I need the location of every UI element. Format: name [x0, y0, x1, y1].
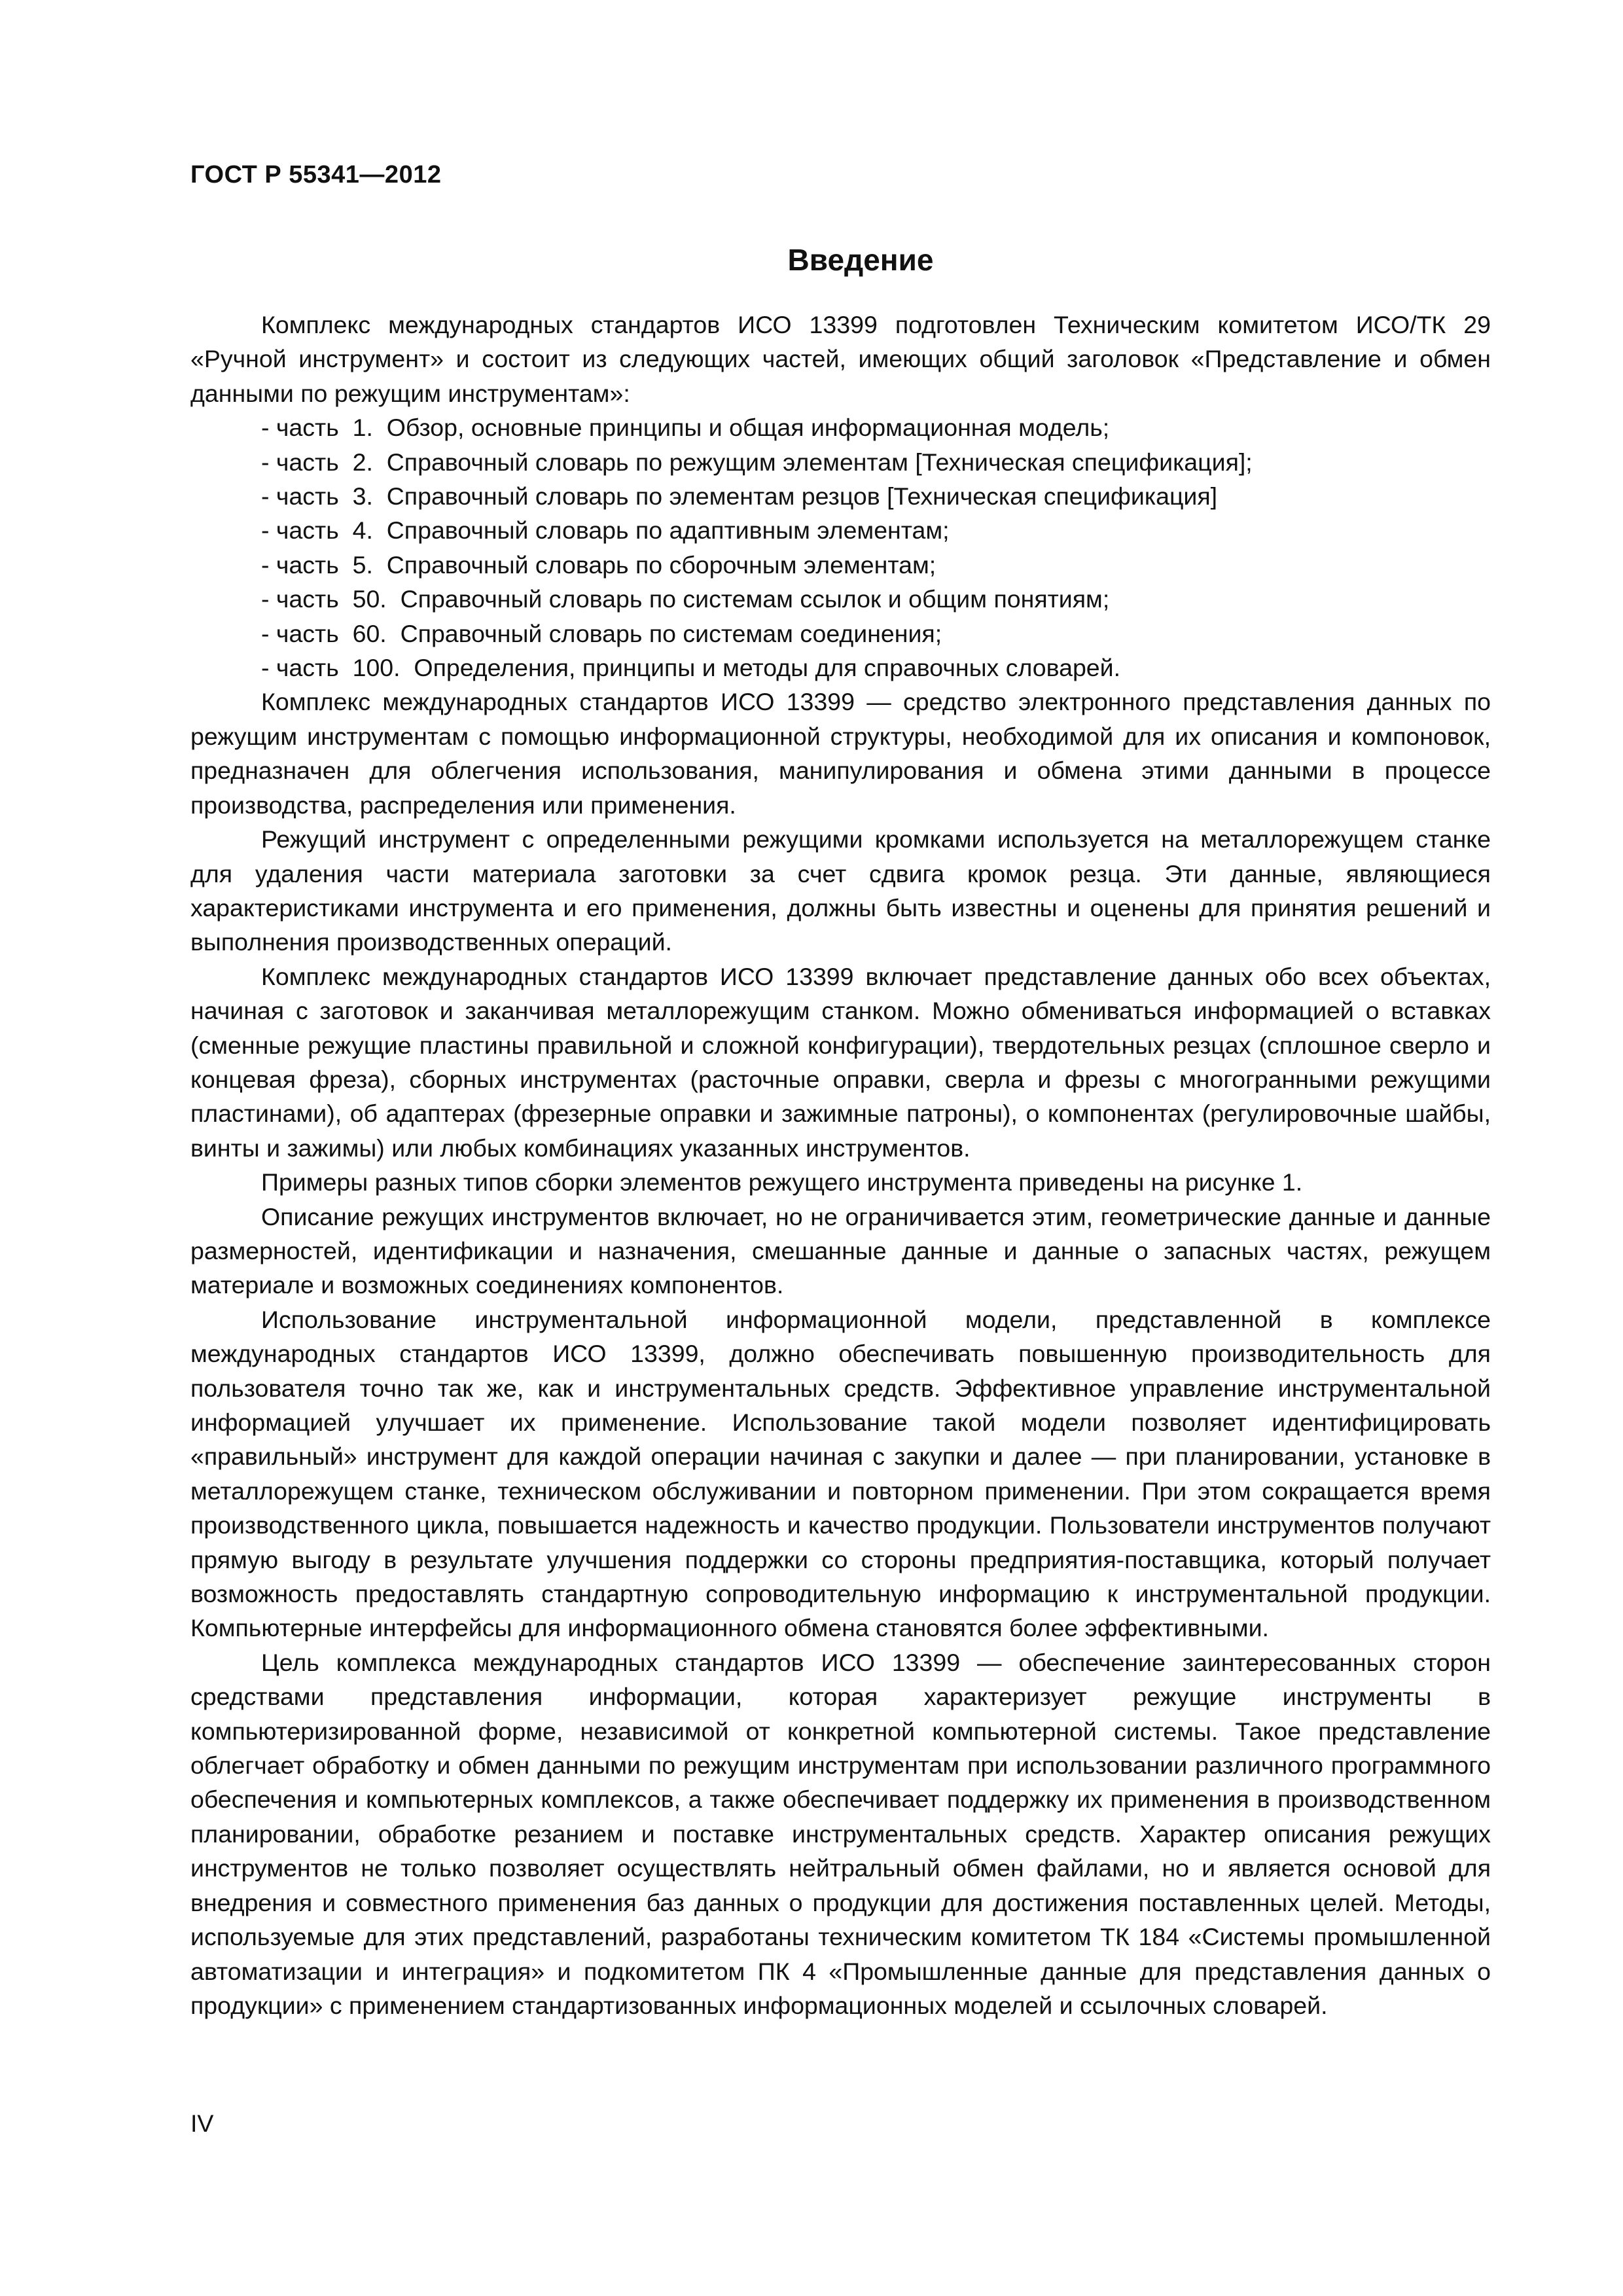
list-item: - часть 2. Справочный словарь по режущим элементам [Техническая спецификация]; — [261, 448, 1253, 476]
list-item: - часть 60. Справочный словарь по системам соединения; — [261, 619, 942, 647]
list-item: - часть 3. Справочный словарь по элементам резцов [Техническая спецификация] — [261, 482, 1218, 511]
parts-list — [190, 410, 1491, 685]
body-paragraph: Цель комплекса международных стандартов ИСО 13399 — обеспечение заинтересованных сторон средствами представления информации, которая характеризует режущие инструменты в компьютеризированной форме, независимой от конкретной компьютерной системы. Такое представление облегчает обработку и обмен данными по режущим инструментам при использовании различного программного обеспечения и компьютерных комплексов, а также обеспечивает поддержку их применения в производственном планировании, обработке резанием и поставке инструментальных средств. Характер описания режущих инструментов не только позволяет осуществлять нейтральный обмен файлами, но и является основой для внедрения и совместного применения баз данных о продукции для достижения поставленных целей. Методы, используемые для этих представлений, разработаны техническим комитетом ТК 184 «Системы промышленной автоматизации и интеграция» и подкомитетом ПК 4 «Промышленные данные для представления данных о продукции» с применением стандартизованных информационных моделей и ссылочных словарей. — [190, 1648, 1491, 2019]
body-paragraph: Комплекс международных стандартов ИСО 13399 — средство электронного представления данных по режущим инструментам с помощью информационной структуры, необходимой для их описания и компоновок, предназначен для облегчения использования, манипулирования и обмена этими данными в процессе производства, распределения или применения. — [190, 688, 1491, 819]
list-item: - часть 4. Справочный словарь по адаптивным элементам; — [261, 516, 950, 545]
list-item: - часть 50. Справочный словарь по системам ссылок и общим понятиям; — [261, 585, 1110, 613]
intro-paragraph: Комплекс международных стандартов ИСО 13399 подготовлен Техническим комитетом ИСО/ТК 29 «Ручной инструмент» и состоит из следующих частей, имеющих общий заголовок «Представление и обмен данными по режущим инструментам»: — [190, 311, 1491, 407]
page-number: IV — [190, 2109, 214, 2137]
list-item: - часть 1. Обзор, основные принципы и общая информационная модель; — [261, 414, 1110, 442]
document-body — [190, 308, 1491, 2022]
list-item: - часть 5. Справочный словарь по сборочным элементам; — [261, 550, 936, 579]
list-item: - часть 100. Определения, принципы и методы для справочных словарей. — [261, 654, 1121, 682]
body-paragraph: Использование инструментальной информационной модели, представленной в комплексе международных стандартов ИСО 13399, должно обеспечивать повышенную производительность для пользователя точно так же, как и инструментальных средств. Эффективное управление инструментальной информацией улучшает их применение. Использование такой модели позволяет идентифицировать «правильный» инструмент для каждой операции начиная с закупки и далее — при планировании, установке в металлорежущем станке, техническом обслуживании и повторном применении. При этом сокращается время производственного цикла, повышается надежность и качество продукции. Пользователи инструментов получают прямую выгоду в результате улучшения поддержки со стороны предприятия-поставщика, который получает возможность предоставлять стандартную сопроводительную информацию к инструментальной продукции. Компьютерные интерфейсы для информационного обмена становятся более эффективными. — [190, 1305, 1491, 1642]
body-paragraph: Описание режущих инструментов включает, но не ограничивается этим, геометрические данные и данные размерностей, идентификации и назначения, смешанные данные и данные о запасных частях, режущем материале и возможных соединениях компонентов. — [190, 1202, 1491, 1299]
body-paragraph: Комплекс международных стандартов ИСО 13399 включает представление данных обо всех объектах, начиная с заготовок и заканчивая металлорежущим станком. Можно обмениваться информацией о вставках (сменные режущие пластины правильной и сложной конфигурации), твердотельных резцах (сплошное сверло и концевая фреза), сборных инструментах (расточные оправки, сверла и фрезы с многогранными режущими пластинами), об адаптерах (фрезерные оправки и зажимные патроны), о компонентах (регулировочные шайбы, винты и зажимы) или любых комбинациях указанных инструментов. — [190, 962, 1491, 1162]
body-paragraph: Примеры разных типов сборки элементов режущего инструмента приведены на рисунке 1. — [261, 1168, 1303, 1196]
body-paragraph: Режущий инструмент с определенными режущими кромками используется на металлорежущем станке для удаления части материала заготовки за счет сдвига кромок резца. Эти данные, являющиеся характеристиками инструмента и его применения, должны быть известны и оценены для принятия решений и выполнения производственных операций. — [190, 825, 1491, 956]
section-title: Введение — [787, 243, 934, 277]
page-header: ГОСТ Р 55341—2012 — [190, 161, 442, 188]
